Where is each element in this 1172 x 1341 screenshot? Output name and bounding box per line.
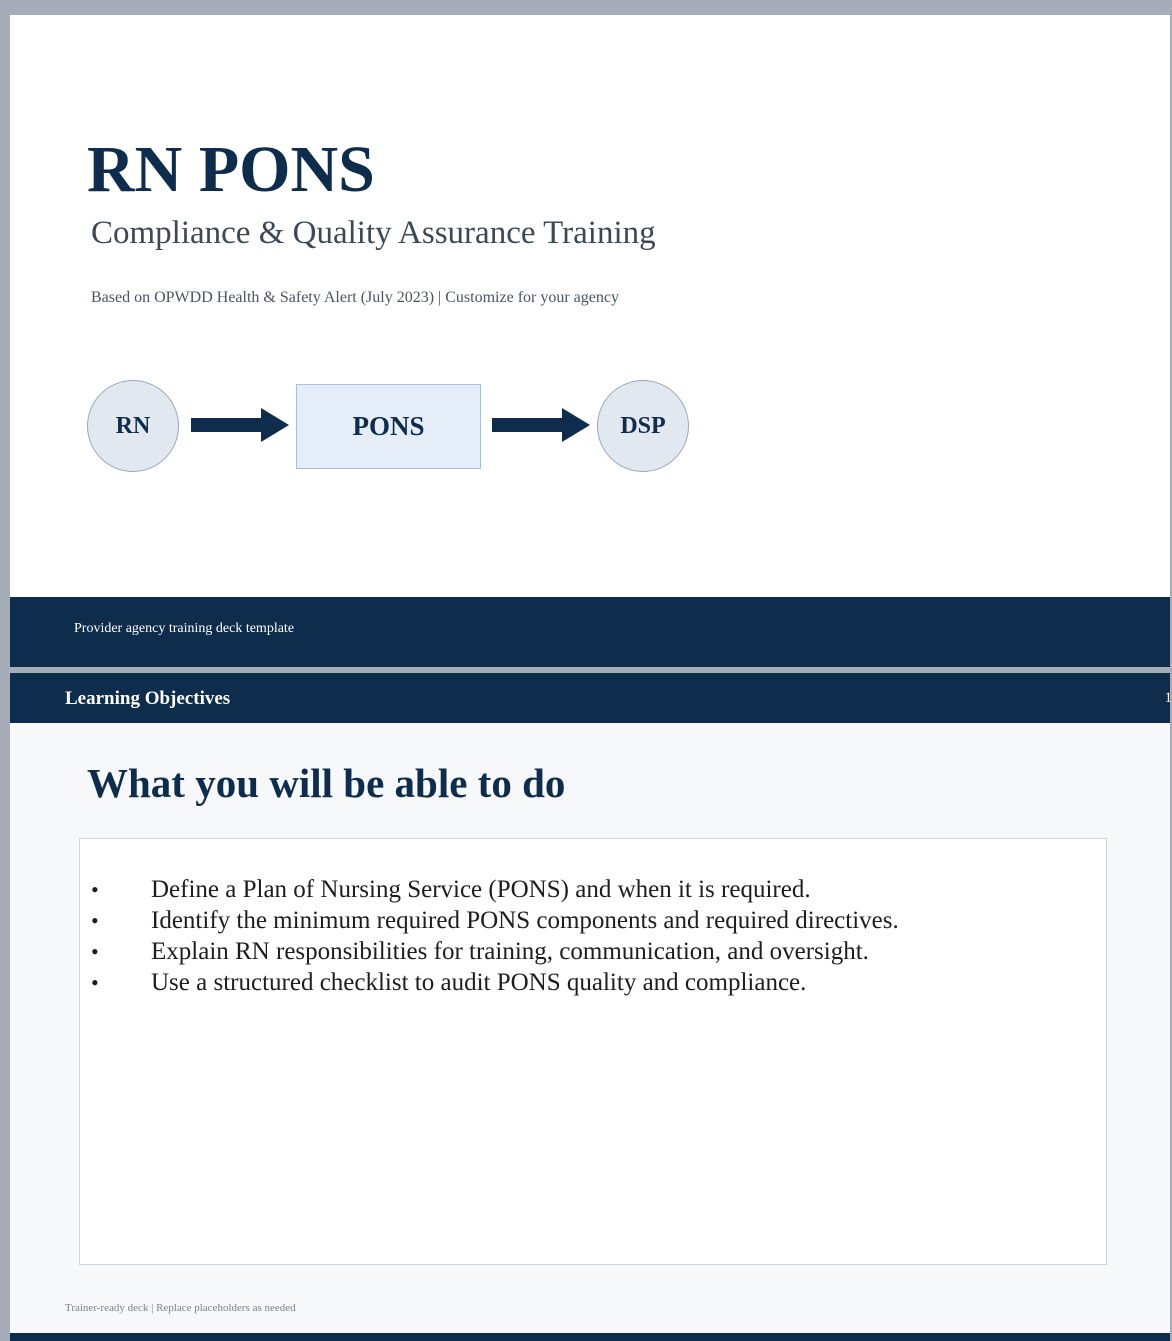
section-title: Learning Objectives (65, 688, 231, 709)
flow-node-dsp: DSP (597, 380, 689, 472)
title-slide (10, 15, 1170, 667)
header-bar (10, 673, 1170, 723)
slide-subtitle: Compliance & Quality Assurance Training (91, 215, 656, 251)
bullet-icon: • (91, 877, 99, 902)
right-arrow-icon (492, 408, 590, 442)
bullet-icon: • (91, 908, 99, 933)
page-number: 1 (1164, 690, 1172, 706)
slide-title: RN PONS (87, 133, 375, 206)
list-item (80, 905, 1106, 936)
bullet-icon: • (91, 970, 99, 995)
objectives-slide (10, 673, 1170, 1341)
list-item (80, 874, 1106, 905)
flow-node-pons: PONS (296, 384, 481, 469)
slide-heading: What you will be able to do (87, 760, 566, 806)
list-item (80, 967, 1106, 998)
objective-text: Define a Plan of Nursing Service (PONS) and when it is required. (151, 876, 811, 903)
right-arrow-icon (191, 408, 289, 442)
objectives-list (80, 874, 1106, 998)
objectives-box (79, 838, 1107, 1265)
source-note: Based on OPWDD Health & Safety Alert (July 2023) | Customize for your agency (91, 289, 619, 306)
trainer-note: Trainer-ready deck | Replace placeholders as needed (65, 1302, 296, 1314)
objective-text: Identify the minimum required PONS components and required directives. (151, 907, 899, 934)
list-item (80, 936, 1106, 967)
footer-text: Provider agency training deck template (74, 621, 295, 636)
next-slide-edge (10, 1333, 1170, 1341)
footer-bar (10, 597, 1170, 667)
objective-text: Use a structured checklist to audit PONS quality and compliance. (151, 969, 807, 996)
objective-text: Explain RN responsibilities for training, communication, and oversight. (151, 938, 869, 965)
flow-node-rn: RN (87, 380, 179, 472)
bullet-icon: • (91, 939, 99, 964)
